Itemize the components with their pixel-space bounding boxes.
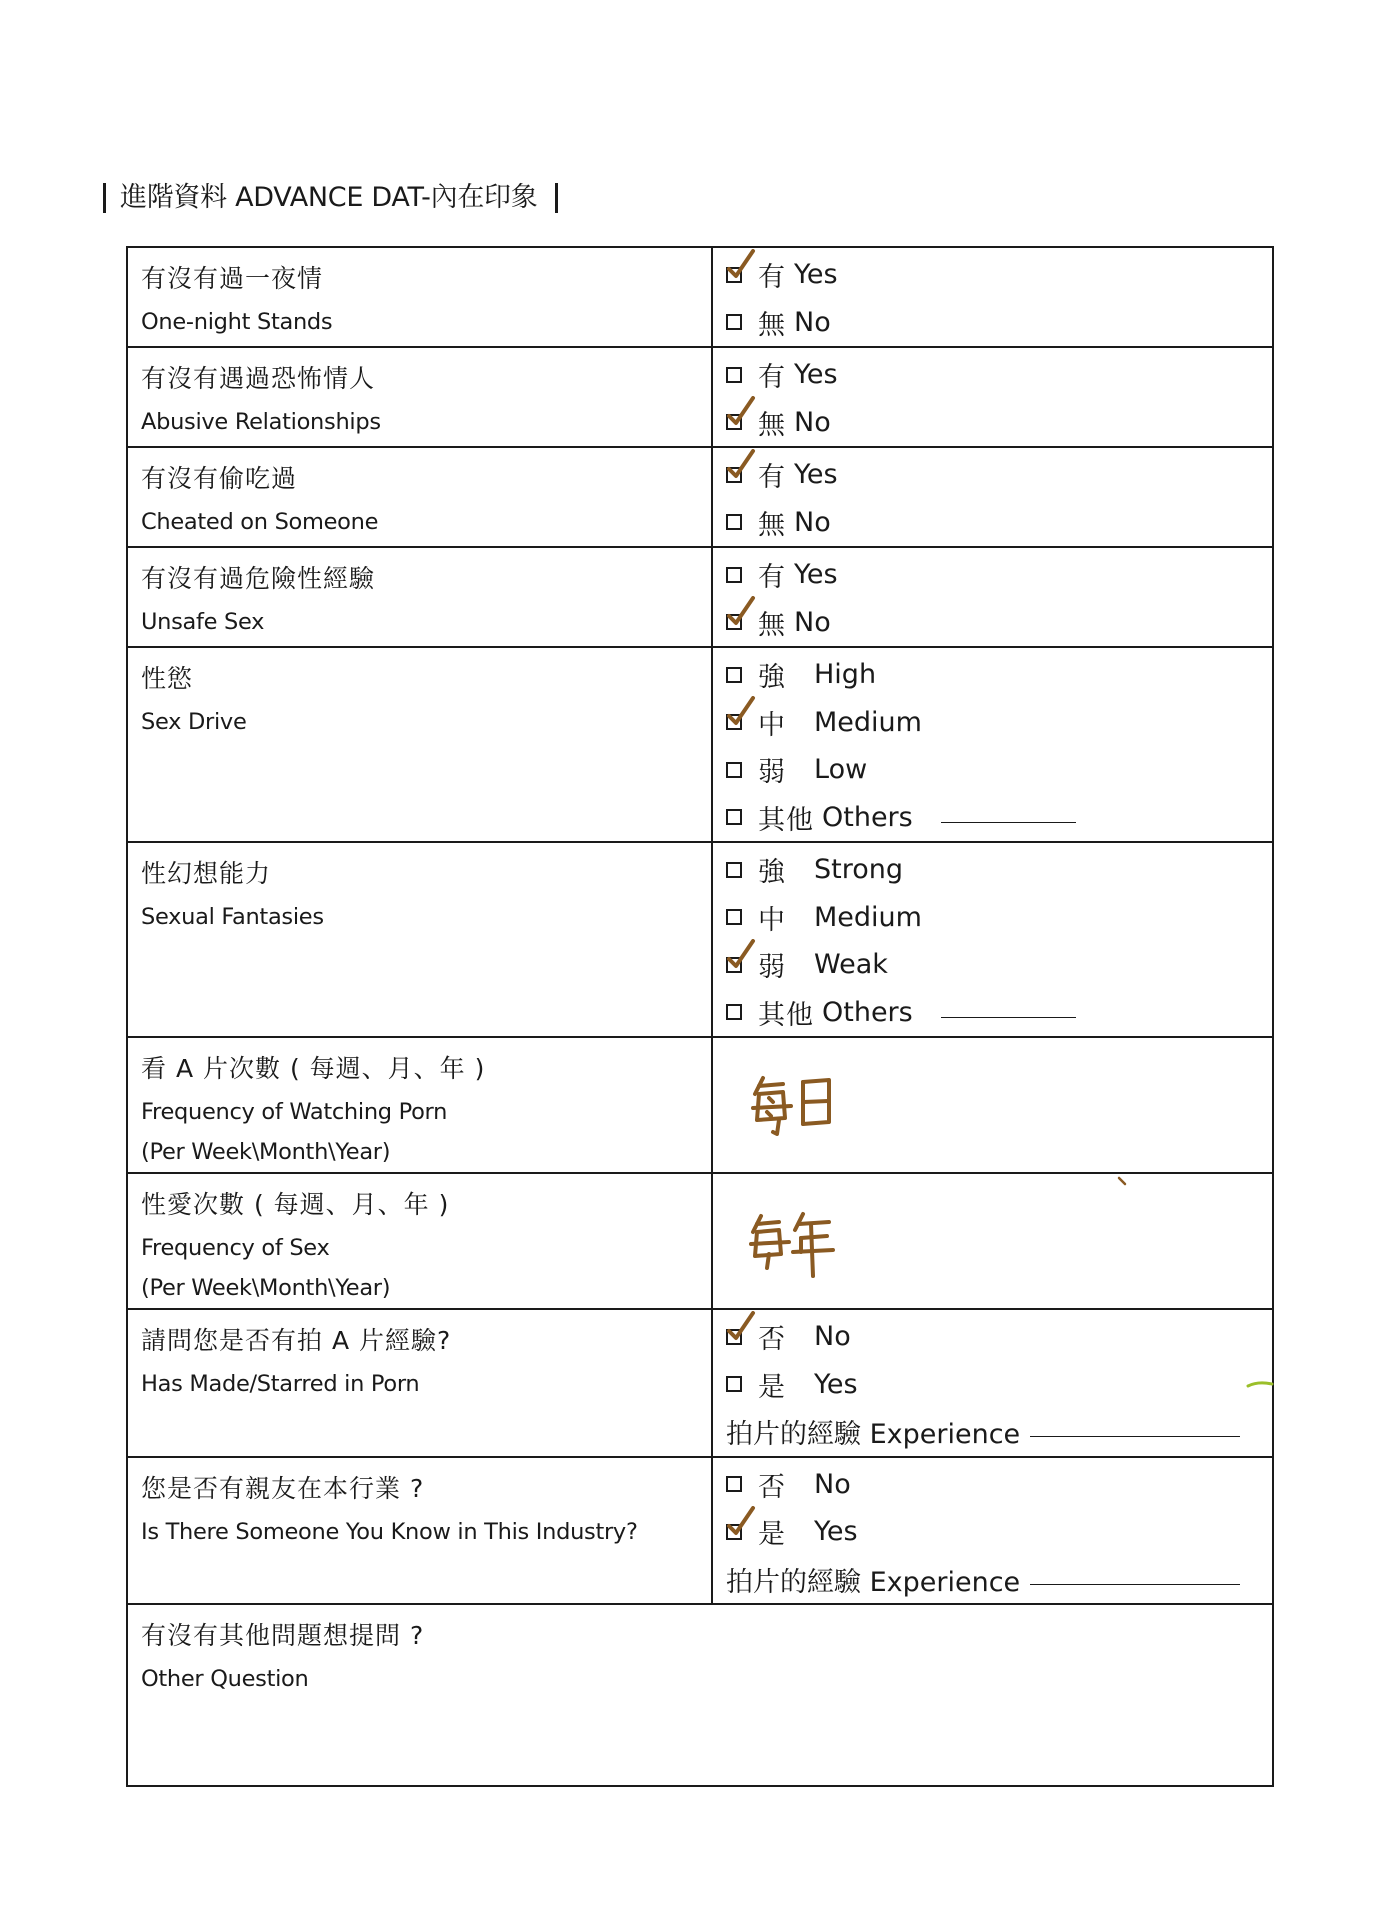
option-medium[interactable] [726,894,1272,942]
option-label-en: No [794,606,831,638]
checkbox-icon[interactable] [726,1476,742,1492]
option-label-en: Weak [814,949,888,981]
checkbox-icon[interactable] [726,1329,742,1345]
question-en: Other Question [141,1666,309,1692]
section-header [103,178,558,218]
check-mark-icon [725,939,759,973]
question-cell [127,347,712,447]
question-cell [127,1173,712,1309]
checkbox-icon[interactable] [726,809,742,825]
question-zh: 您是否有親友在本行業 ? [141,1473,425,1503]
option-yes[interactable] [726,251,1272,299]
stray-pen-mark [1117,1176,1129,1188]
question-zh: 有沒有過一夜情 [141,264,324,293]
checkbox-icon[interactable] [726,667,742,683]
question-en: Abusive Relationships [141,409,381,435]
checkbox-icon[interactable] [726,762,742,778]
question-zh: 性慾 [141,664,194,693]
question-zh: 有沒有偷吃過 [141,464,298,493]
experience-label: 拍片的經驗 Experience [726,1566,1021,1598]
question-cell-full[interactable] [127,1604,1273,1786]
option-label-en: No [814,1321,851,1353]
option-label-en: Yes [794,259,838,291]
option-label-en: Yes [794,559,838,591]
option-label-zh: 是 [758,1519,786,1551]
option-label-zh: 無 [758,409,786,441]
option-low[interactable] [726,746,1272,794]
answer-cell[interactable] [712,1173,1273,1309]
check-mark-icon [725,696,759,730]
option-high[interactable] [726,651,1272,699]
option-label-zh: 否 [758,1471,786,1503]
check-mark-icon [725,449,759,483]
answer-cell [712,1457,1273,1605]
question-en-sub: (Per Week\Month\Year) [141,1275,391,1301]
question-cell [127,1037,712,1173]
option-label-en: Low [814,754,868,786]
option-label-en: Strong [814,854,904,886]
option-label-en: Medium [814,706,922,738]
option-label-en: Yes [794,459,838,491]
option-label-en: No [794,506,831,538]
checkbox-icon[interactable] [726,909,742,925]
question-cell [127,247,712,347]
option-label-zh: 中 [758,709,786,741]
option-label-zh: 有 [758,462,786,494]
option-label-zh: 中 [758,904,786,936]
experience-blank-line[interactable] [1030,1560,1240,1585]
experience-field[interactable] [726,1556,1272,1604]
question-en: Frequency of Watching Porn [141,1099,448,1125]
table-row [127,1037,1273,1173]
answer-cell [712,547,1273,647]
check-mark-icon [725,596,759,630]
checkbox-icon[interactable] [726,1376,742,1392]
question-cell [127,1309,712,1457]
check-mark-icon [725,396,759,430]
question-en: One-night Stands [141,309,333,335]
option-label-en: Others [822,801,913,833]
header-left-bar [103,183,106,213]
question-en: Unsafe Sex [141,609,265,635]
table-row [127,447,1273,547]
table-row [127,1309,1273,1457]
option-label-en: No [794,306,831,338]
answer-cell [712,842,1273,1037]
check-mark-icon [725,1311,759,1345]
question-zh: 看 A 片次數 ( 每週、月、年 ) [141,1054,486,1083]
question-zh: 有沒有遇過恐怖情人 [141,364,376,393]
checkbox-icon[interactable] [726,957,742,973]
option-label-zh: 弱 [758,952,786,984]
table-row [127,1173,1273,1309]
checkbox-icon[interactable] [726,1004,742,1020]
option-others[interactable] [726,794,1272,842]
question-cell [127,447,712,547]
table-row [127,1604,1273,1786]
table-row [127,547,1273,647]
check-mark-icon [725,249,759,283]
option-label-en: No [794,406,831,438]
option-yes[interactable] [726,551,1272,599]
option-no[interactable] [726,1461,1272,1509]
option-label-zh: 有 [758,562,786,594]
table-row [127,1457,1273,1605]
checkbox-icon[interactable] [726,314,742,330]
option-weak[interactable] [726,941,1272,989]
option-label-en: Yes [814,1516,858,1548]
question-cell [127,647,712,842]
checkbox-icon[interactable] [726,414,742,430]
checkbox-icon[interactable] [726,567,742,583]
option-label-zh: 無 [758,309,786,341]
option-label-en: High [814,659,877,691]
checkbox-icon[interactable] [726,267,742,283]
question-en-sub: (Per Week\Month\Year) [141,1139,391,1165]
option-yes[interactable] [726,1361,1272,1409]
checkbox-icon[interactable] [726,1524,742,1540]
question-en: Sex Drive [141,709,247,735]
questionnaire-table [126,246,1274,1787]
answer-cell [712,447,1273,547]
option-label-zh: 有 [758,362,786,394]
option-yes[interactable] [726,451,1272,499]
option-label-zh: 否 [758,1324,786,1356]
option-label-en: Medium [814,901,922,933]
checkbox-icon[interactable] [726,367,742,383]
option-no[interactable] [726,299,1272,347]
answer-cell [712,347,1273,447]
question-zh: 有沒有其他問題想提問 ? [141,1621,425,1650]
option-no[interactable] [726,399,1272,447]
option-label-zh: 其他 [758,804,814,836]
option-others[interactable] [726,989,1272,1037]
table-row [127,347,1273,447]
question-cell [127,547,712,647]
table-row [127,842,1273,1037]
others-blank-line[interactable] [941,993,1076,1018]
question-en: Has Made/Starred in Porn [141,1371,420,1397]
option-medium[interactable] [726,699,1272,747]
handwritten-answer [749,1072,839,1142]
answer-cell [712,247,1273,347]
checkbox-icon[interactable] [726,714,742,730]
question-en: Cheated on Someone [141,509,379,535]
option-label-en: Yes [794,359,838,391]
question-zh: 請問您是否有拍 A 片經驗? [141,1326,452,1355]
question-cell [127,842,712,1037]
question-zh: 性幻想能力 [141,859,272,888]
checkbox-icon[interactable] [726,514,742,530]
checkbox-icon[interactable] [726,862,742,878]
option-label-en: Yes [814,1368,858,1400]
question-zh: 有沒有過危險性經驗 [141,564,376,593]
section-title: 進階資料 ADVANCE DAT-內在印象 [120,182,538,213]
question-cell [127,1457,712,1605]
table-row [127,647,1273,842]
header-right-bar [555,183,558,213]
option-label-zh: 是 [758,1371,786,1403]
option-label-zh: 強 [758,857,786,889]
option-label-zh: 無 [758,509,786,541]
option-no[interactable] [726,499,1272,547]
question-en: Is There Someone You Know in This Industry? [141,1518,638,1545]
option-yes[interactable] [726,1508,1272,1556]
option-no[interactable] [726,1313,1272,1361]
question-zh: 性愛次數 ( 每週、月、年 ) [141,1190,450,1219]
stray-pen-mark [1246,1376,1276,1392]
checkbox-icon[interactable] [726,614,742,630]
option-label-en: No [814,1468,851,1500]
answer-cell [712,1309,1273,1457]
table-row [127,247,1273,347]
handwritten-answer [749,1210,839,1280]
others-blank-line[interactable] [941,798,1076,823]
option-strong[interactable] [726,846,1272,894]
option-label-zh: 弱 [758,757,786,789]
question-en: Frequency of Sex [141,1235,330,1261]
experience-blank-line[interactable] [1030,1412,1240,1437]
experience-label: 拍片的經驗 Experience [726,1419,1021,1451]
option-label-zh: 強 [758,662,786,694]
experience-field[interactable] [726,1408,1272,1456]
option-label-zh: 有 [758,262,786,294]
answer-cell [712,647,1273,842]
option-label-zh: 其他 [758,999,814,1031]
question-en: Sexual Fantasies [141,904,324,930]
checkbox-icon[interactable] [726,467,742,483]
option-no[interactable] [726,599,1272,647]
option-label-en: Others [822,996,913,1028]
check-mark-icon [725,1506,759,1540]
answer-cell[interactable] [712,1037,1273,1173]
option-label-zh: 無 [758,609,786,641]
option-yes[interactable] [726,351,1272,399]
